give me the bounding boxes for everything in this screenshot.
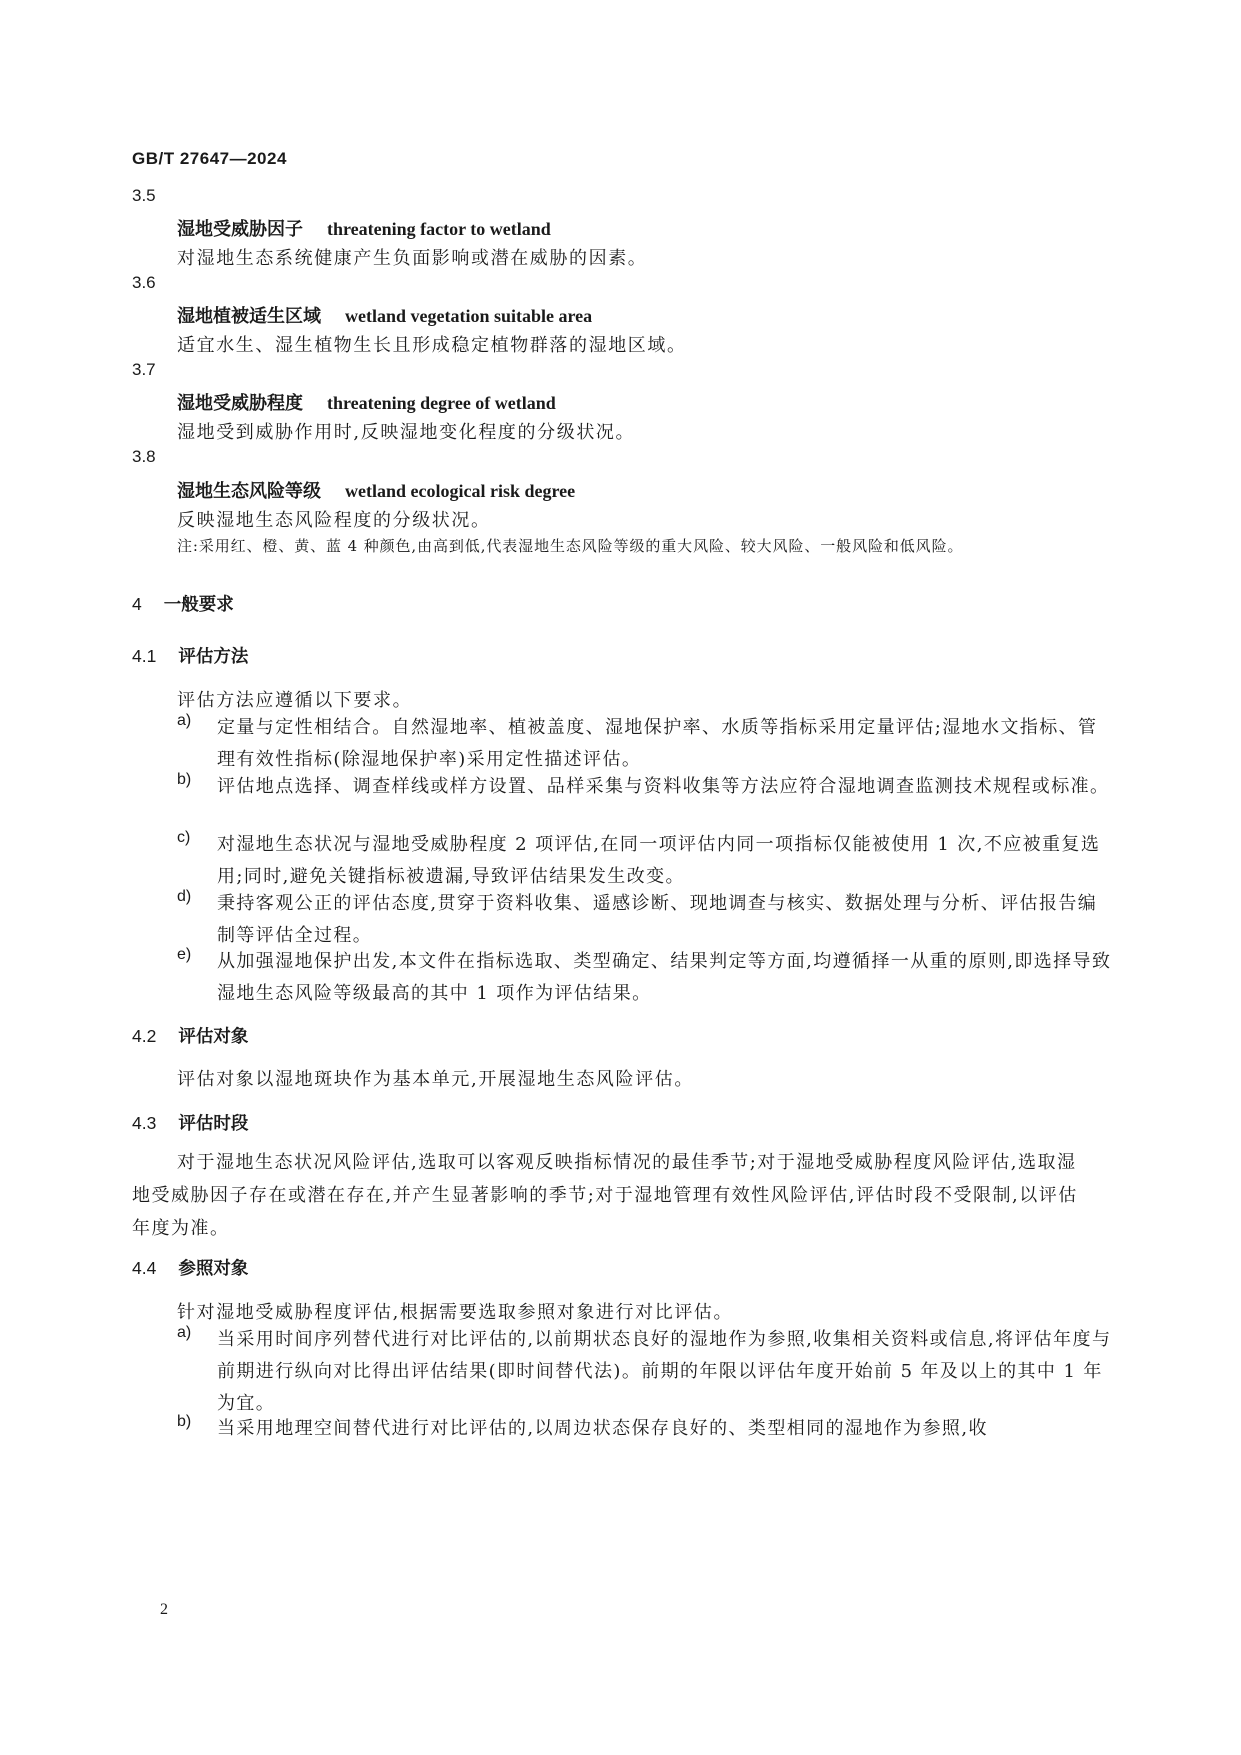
list-item-text: 评估地点选择、调查样线或样方设置、品样采集与资料收集等方法应符合湿地调查监测技术规程或标准。 xyxy=(217,776,1110,797)
subsection-number: 4.2 xyxy=(132,1026,157,1046)
term-title-en: wetland ecological risk degree xyxy=(345,481,576,501)
term-title-en: threatening degree of wetland xyxy=(327,393,556,413)
subsection-title: 参照对象 xyxy=(178,1259,249,1279)
section-title: 一般要求 xyxy=(163,595,234,615)
list-item-label: d) xyxy=(177,888,192,905)
list-item-text: 当采用地理空间替代进行对比评估的,以周边状态保存良好的、类型相同的湿地作为参照,收 xyxy=(217,1418,988,1439)
subsection-title: 评估对象 xyxy=(178,1027,249,1047)
paragraph: 对于湿地生态状况风险评估,选取可以客观反映指标情况的最佳季节;对于湿地受威胁程度风险评估,选取湿地受威胁因子存在或潜在存在,并产生显著影响的季节;对于湿地管理有效性风险评估,评估时段不受限制,以评估年度为准。 xyxy=(132,1152,1078,1239)
term-title-zh: 湿地植被适生区域 xyxy=(177,306,321,327)
section-number: 4 xyxy=(132,594,142,614)
standard-code: GB/T 27647—2024 xyxy=(132,149,287,168)
list-item-text: 当采用时间序列替代进行对比评估的,以前期状态良好的湿地作为参照,收集相关资料或信息,将评估年度与前期进行纵向对比得出评估结果(即时间替代法)。前期的年限以评估年度开始前 5 年及以上的其中 1 年为宜。 xyxy=(217,1329,1112,1414)
term-number: 3.8 xyxy=(132,447,156,466)
term-title xyxy=(177,389,556,415)
term-title xyxy=(177,302,592,328)
section-heading xyxy=(132,591,234,616)
subsection-heading xyxy=(132,1110,248,1135)
subsection-title: 评估方法 xyxy=(178,647,249,667)
paragraph: 针对湿地受威胁程度评估,根据需要选取参照对象进行对比评估。 xyxy=(177,1302,734,1323)
subsection-heading xyxy=(132,1255,248,1280)
term-definition: 对湿地生态系统健康产生负面影响或潜在威胁的因素。 xyxy=(177,248,648,269)
term-title-en: wetland vegetation suitable area xyxy=(345,306,593,326)
paragraph: 评估方法应遵循以下要求。 xyxy=(177,690,413,711)
term-title xyxy=(177,477,575,503)
list-item-text: 秉持客观公正的评估态度,贯穿于资料收集、遥感诊断、现地调查与核实、数据处理与分析、评估报告编制等评估全过程。 xyxy=(217,893,1098,946)
term-number: 3.5 xyxy=(132,186,156,205)
subsection-number: 4.1 xyxy=(132,646,157,666)
term-definition: 湿地受到威胁作用时,反映湿地变化程度的分级状况。 xyxy=(177,422,636,443)
term-note: 注:采用红、橙、黄、蓝 4 种颜色,由高到低,代表湿地生态风险等级的重大风险、较大风险、一般风险和低风险。 xyxy=(177,537,964,555)
term-title-zh: 湿地受威胁因子 xyxy=(177,219,303,240)
list-item-text: 定量与定性相结合。自然湿地率、植被盖度、湿地保护率、水质等指标采用定量评估;湿地水文指标、管理有效性指标(除湿地保护率)采用定性描述评估。 xyxy=(217,717,1098,770)
list-item-text: 从加强湿地保护出发,本文件在指标选取、类型确定、结果判定等方面,均遵循择一从重的原则,即选择导致湿地生态风险等级最高的其中 1 项作为评估结果。 xyxy=(217,951,1112,1004)
subsection-heading xyxy=(132,643,248,668)
list-item-label: b) xyxy=(177,771,192,788)
subsection-number: 4.4 xyxy=(132,1258,157,1278)
term-number: 3.7 xyxy=(132,360,156,379)
list-item-text: 对湿地生态状况与湿地受威胁程度 2 项评估,在同一项评估内同一项指标仅能被使用 1 次,不应被重复选用;同时,避免关键指标被遗漏,导致评估结果发生改变。 xyxy=(217,834,1101,887)
term-definition: 适宜水生、湿生植物生长且形成稳定植物群落的湿地区域。 xyxy=(177,335,687,356)
subsection-title: 评估时段 xyxy=(178,1114,249,1134)
term-title-zh: 湿地生态风险等级 xyxy=(177,481,321,502)
term-title xyxy=(177,215,551,241)
list-item-label: c) xyxy=(177,829,191,846)
term-number: 3.6 xyxy=(132,273,156,292)
list-item-label: e) xyxy=(177,946,192,963)
page-number: 2 xyxy=(160,1601,168,1618)
term-title-zh: 湿地受威胁程度 xyxy=(177,393,303,414)
list-item-label: a) xyxy=(177,1324,192,1341)
subsection-heading xyxy=(132,1023,248,1048)
term-title-en: threatening factor to wetland xyxy=(327,219,551,239)
list-item-label: a) xyxy=(177,712,192,729)
subsection-number: 4.3 xyxy=(132,1113,157,1133)
list-item-label: b) xyxy=(177,1413,192,1430)
term-definition: 反映湿地生态风险程度的分级状况。 xyxy=(177,510,491,531)
paragraph: 评估对象以湿地斑块作为基本单元,开展湿地生态风险评估。 xyxy=(177,1069,694,1090)
